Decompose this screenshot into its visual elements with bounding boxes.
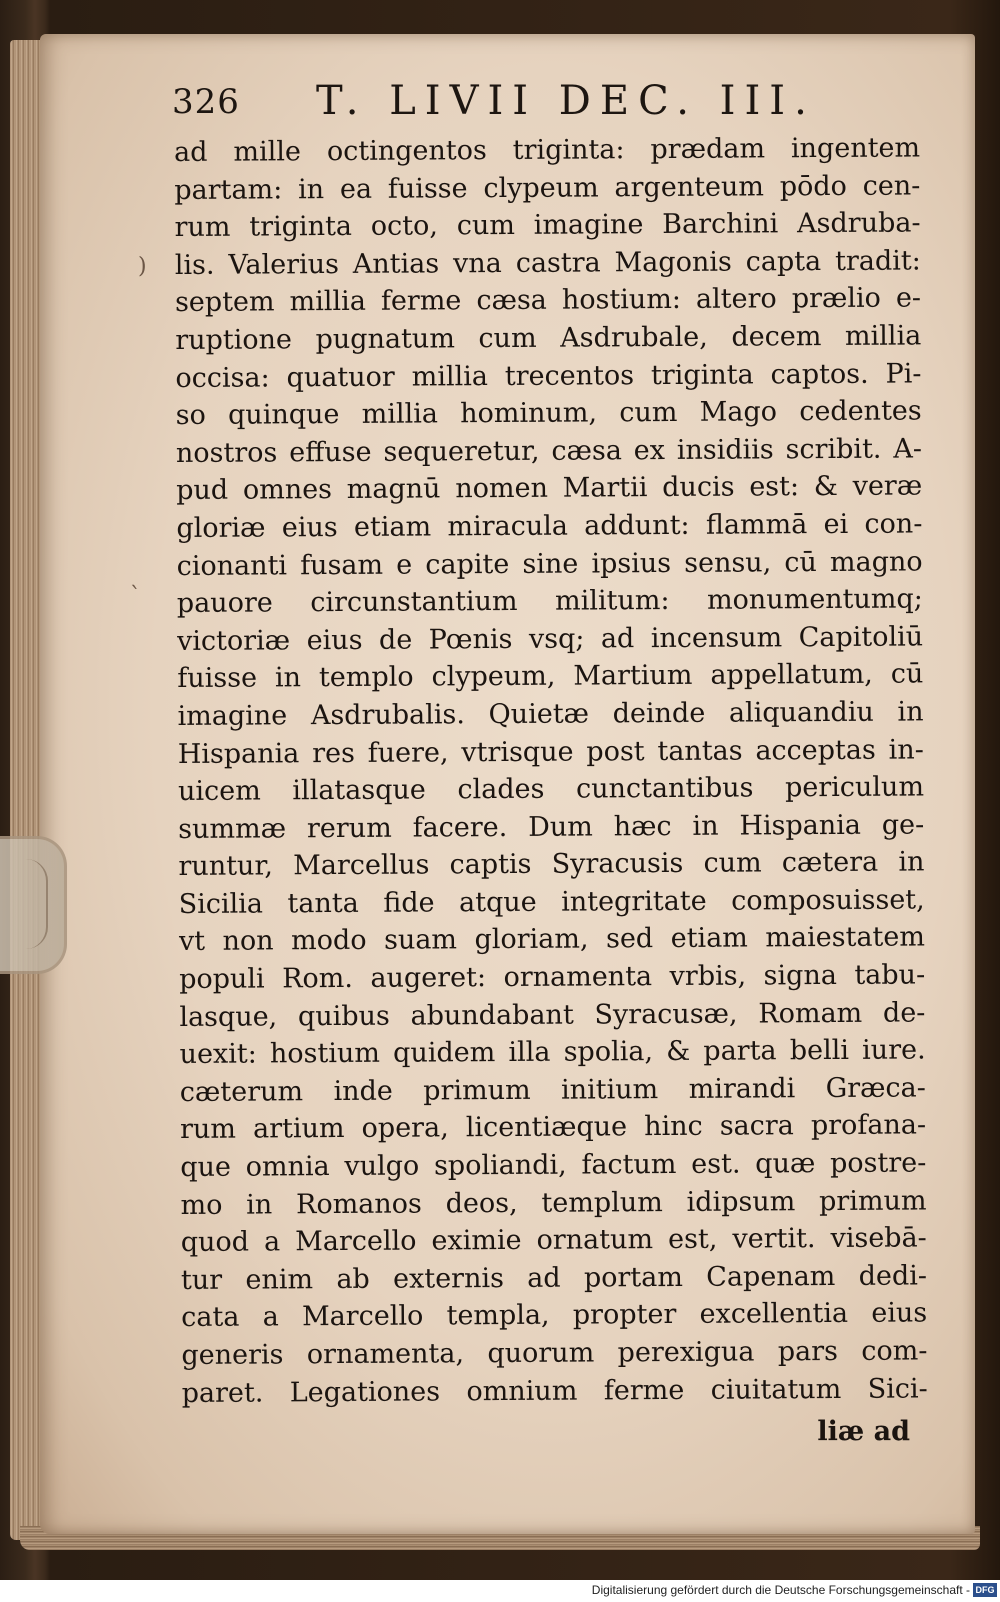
text-line: ruptione pugnatum cum Asdrubale, decem millia [175, 320, 922, 356]
catchword: liæ ad [817, 1416, 910, 1447]
text-line: paret. Legationes omnium ferme ciuitatum Sici- [181, 1373, 928, 1409]
text-line: Sicilia tanta fide atque integritate composuisset, [178, 884, 925, 920]
text-line: pauore circunstantium militum: monumentumq; [176, 583, 923, 620]
text-line: nostros effuse sequeretur, cæsa ex insidiis scribit. A- [175, 433, 923, 469]
text-line: fuisse in templo clypeum, Martium appellatum, cū [177, 658, 924, 695]
text-line: lis. Valerius Antias vna castra Magonis capta tradit: [174, 245, 921, 281]
text-line: summæ rerum facere. Dum hæc in Hispania ge- [178, 809, 925, 845]
text-line: partam: in ea fuisse clypeum argenteum pōdo cen- [174, 170, 921, 206]
text-line: populi Rom. augeret: ornamenta vrbis, signa tabu- [179, 959, 926, 996]
text-line: cata a Marcello templa, propter excellentia eius [181, 1297, 928, 1334]
margin-mark: ` [130, 584, 141, 609]
text-line: quod a Marcello eximie ornatum est, vertit. visebā- [180, 1222, 927, 1259]
book-clasp [0, 836, 67, 974]
text-line: rum triginta octo, cum imagine Barchini Asdruba- [174, 207, 921, 244]
text-line: cionanti fusam e capite sine ipsius sensu, cū magno [176, 545, 923, 582]
text-line: uexit: hostium quidem illa spolia, & parta belli iure. [179, 1034, 926, 1071]
text-line: victoriæ eius de Pœnis vsq; ad incensum Capitoliū [177, 621, 924, 657]
text-line: gloriæ eius etiam miracula addunt: flammā ei con- [176, 508, 923, 544]
text-line: Hispania res fuere, vtrisque post tantas acceptas in- [177, 733, 924, 770]
text-line: rum artium opera, licentiæque hinc sacra profana- [179, 1109, 927, 1146]
text-line: lasque, quibus abundabant Syracusæ, Romam de- [179, 997, 926, 1033]
text-line: tur enim ab externis ad portam Capenam dedi- [180, 1260, 928, 1296]
text-line: pud omnes magnū nomen Martii ducis est: & veræ [176, 470, 923, 507]
footer-bar [0, 1580, 1000, 1602]
text-line: que omnia vulgo spoliandi, factum est. quæ postre- [180, 1147, 927, 1184]
page-number: 326 [172, 82, 240, 122]
text-line: vt non modo suam gloriam, sed etiam maiestatem [178, 921, 926, 958]
footer-credit: Digitalisierung gefördert durch die Deutsche Forschungsgemeinschaft - [591, 1583, 970, 1597]
text-line: mo in Romanos deos, templum idipsum primum [180, 1185, 927, 1221]
text-line: uicem illatasque clades cunctantibus periculum [177, 771, 925, 808]
text-line: runtur, Marcellus captis Syracusis cum cætera in [178, 846, 925, 883]
text-line: cæterum inde primum initium mirandi Græca- [179, 1072, 926, 1108]
body-text [174, 129, 928, 1412]
text-line: occisa: quatuor millia trecentos triginta captos. Pi- [175, 358, 922, 394]
running-head: T. LIVII DEC. III. [316, 78, 816, 124]
margin-mark: ) [138, 254, 147, 279]
page-edges-left [10, 40, 44, 1540]
text-line: ad mille octingentos triginta: prædam ingentem [174, 132, 921, 168]
dfg-logo: DFG [973, 1583, 997, 1597]
text-line: generis ornamenta, quorum perexigua pars com- [181, 1335, 928, 1371]
text-line: so quinque millia hominum, cum Mago cedentes [175, 395, 922, 432]
text-line: imagine Asdrubalis. Quietæ deinde aliquandiu in [177, 696, 924, 732]
text-line: septem millia ferme cæsa hostium: altero prælio e- [174, 282, 922, 319]
page-header [172, 78, 832, 134]
